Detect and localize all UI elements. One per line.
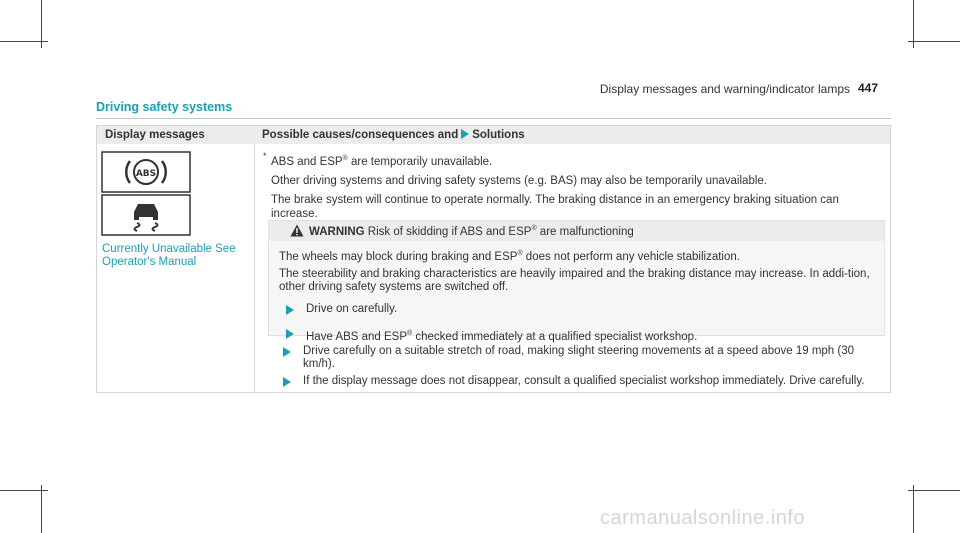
status-message: Currently Unavailable See Operator's Manual — [102, 243, 236, 268]
watermark: carmanualsonline.info — [600, 507, 806, 529]
svg-text:ABS: ABS — [135, 169, 157, 179]
solution-step-1: Drive carefully on a suitable stretch of road, making slight steering movements at a speed above 19 mph (30 km/h). — [279, 345, 879, 371]
crop-mark — [0, 490, 48, 491]
crop-mark — [913, 485, 914, 533]
col-header-display-messages: Display messages — [105, 129, 205, 141]
warning-body — [279, 247, 874, 348]
footnote-marker: * — [263, 151, 267, 161]
running-header: Display messages and warning/indicator lamps — [599, 82, 850, 96]
cause-line-2: Other driving systems and driving safety systems (e.g. BAS) may also be temporarily unavailable. — [271, 174, 767, 187]
warning-text-1: The wheels may block during braking and ESP® does not perform any vehicle stabilization. — [279, 250, 740, 263]
warning-text-2: The steerability and braking characteristics are heavily impaired and the braking distance may increase. In addi-tion, other driving safety systems are switched off. — [279, 267, 870, 293]
col-header-causes-solutions: Possible causes/consequences and Solutions — [262, 129, 525, 141]
table-header — [97, 126, 890, 144]
cause-line-3: The brake system will continue to operate normally. The braking distance in an emergency braking situation can increase. — [271, 193, 839, 220]
warning-title: WARNING Risk of skidding if ABS and ESP® are malfunctioning — [309, 225, 634, 238]
esp-skid-icon — [101, 194, 191, 241]
warning-step-2: Have ABS and ESP® checked immediately at a qualified specialist workshop. — [279, 327, 874, 344]
warning-header — [269, 221, 884, 241]
cause-line-1: * ABS and ESP® are temporarily unavailable. — [263, 151, 493, 168]
solutions-arrow-icon — [461, 129, 469, 139]
crop-mark — [41, 485, 42, 533]
abs-warning-icon — [101, 151, 191, 198]
section-title: Driving safety systems — [96, 100, 233, 114]
solution-step-2: If the display message does not disappear, consult a qualified specialist workshop immediately. Drive carefully. — [279, 375, 879, 388]
warning-step-1: Drive on carefully. — [279, 303, 874, 316]
warning-box — [268, 220, 885, 343]
step-arrow-icon — [283, 377, 291, 387]
crop-mark — [0, 41, 48, 42]
step-arrow-icon — [286, 305, 294, 315]
causes-block — [263, 151, 881, 221]
warning-triangle-icon — [290, 224, 304, 242]
column-divider — [254, 144, 255, 393]
step-arrow-icon — [283, 347, 291, 357]
section-divider — [96, 118, 891, 119]
step-arrow-icon — [286, 329, 294, 339]
page-number: 447 — [858, 81, 879, 95]
crop-mark — [908, 41, 960, 42]
crop-mark — [908, 490, 960, 491]
messages-table — [96, 125, 891, 393]
